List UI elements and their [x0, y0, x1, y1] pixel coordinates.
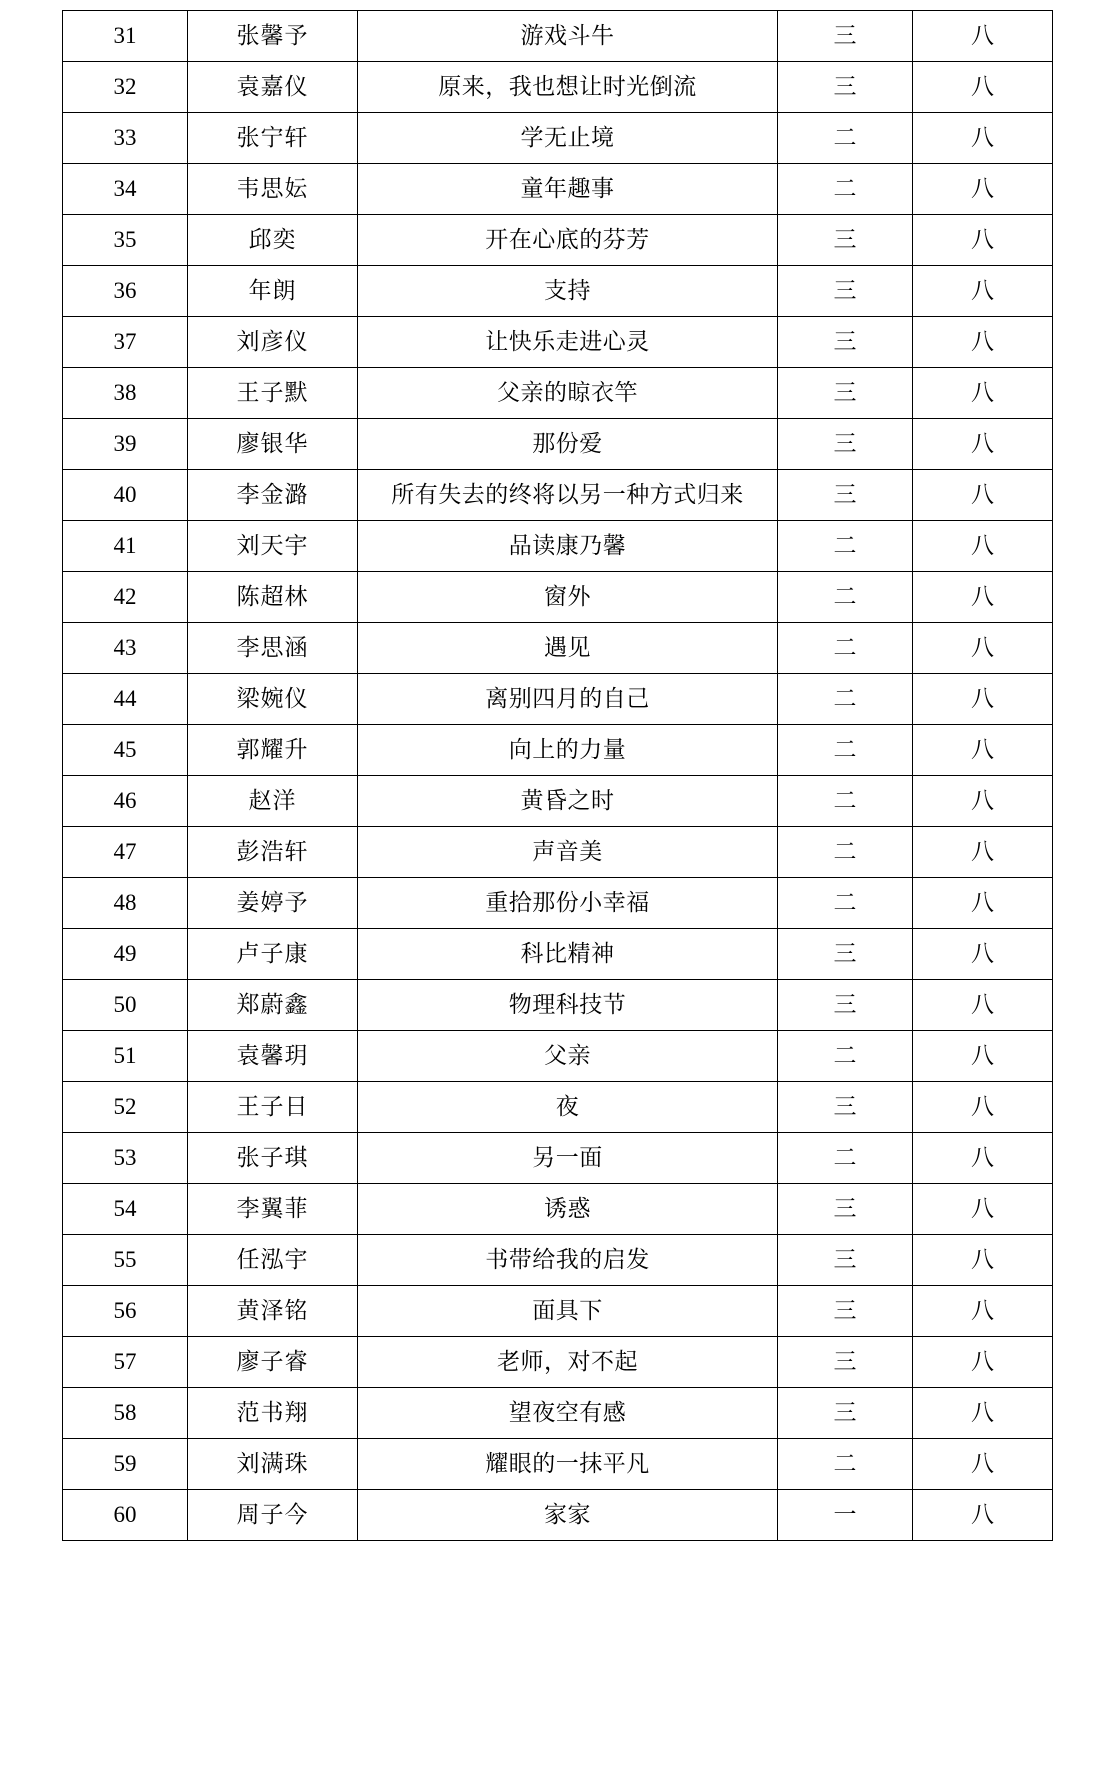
cell-index: 43	[63, 623, 188, 674]
cell-grade: 八	[913, 1490, 1053, 1541]
table-row	[63, 623, 1053, 674]
table-row	[63, 1184, 1053, 1235]
cell-title: 父亲的晾衣竿	[358, 368, 778, 419]
table-row	[63, 317, 1053, 368]
cell-grade: 八	[913, 1184, 1053, 1235]
table-row	[63, 215, 1053, 266]
cell-name: 姜婷予	[188, 878, 358, 929]
table-row	[63, 1031, 1053, 1082]
cell-grade: 八	[913, 776, 1053, 827]
cell-index: 60	[63, 1490, 188, 1541]
cell-prize: 三	[778, 1184, 913, 1235]
cell-index: 59	[63, 1439, 188, 1490]
table-row	[63, 929, 1053, 980]
cell-name: 梁婉仪	[188, 674, 358, 725]
cell-title: 开在心底的芬芳	[358, 215, 778, 266]
cell-grade: 八	[913, 368, 1053, 419]
cell-index: 56	[63, 1286, 188, 1337]
cell-prize: 二	[778, 827, 913, 878]
cell-index: 33	[63, 113, 188, 164]
cell-name: 刘满珠	[188, 1439, 358, 1490]
cell-prize: 二	[778, 878, 913, 929]
cell-prize: 一	[778, 1490, 913, 1541]
cell-title: 老师，对不起	[358, 1337, 778, 1388]
cell-index: 57	[63, 1337, 188, 1388]
table-row	[63, 1133, 1053, 1184]
cell-prize: 三	[778, 1388, 913, 1439]
cell-index: 32	[63, 62, 188, 113]
cell-grade: 八	[913, 878, 1053, 929]
cell-index: 36	[63, 266, 188, 317]
cell-grade: 八	[913, 1388, 1053, 1439]
cell-index: 34	[63, 164, 188, 215]
cell-title: 声音美	[358, 827, 778, 878]
cell-grade: 八	[913, 62, 1053, 113]
cell-title: 所有失去的终将以另一种方式归来	[358, 470, 778, 521]
cell-title: 遇见	[358, 623, 778, 674]
cell-index: 54	[63, 1184, 188, 1235]
cell-grade: 八	[913, 827, 1053, 878]
cell-title: 物理科技节	[358, 980, 778, 1031]
cell-title: 科比精神	[358, 929, 778, 980]
cell-prize: 二	[778, 674, 913, 725]
cell-name: 任泓宇	[188, 1235, 358, 1286]
cell-title: 离别四月的自己	[358, 674, 778, 725]
cell-prize: 二	[778, 164, 913, 215]
table-row	[63, 878, 1053, 929]
cell-title: 另一面	[358, 1133, 778, 1184]
table-row	[63, 1439, 1053, 1490]
table-row	[63, 62, 1053, 113]
cell-prize: 三	[778, 215, 913, 266]
cell-prize: 三	[778, 11, 913, 62]
cell-grade: 八	[913, 164, 1053, 215]
cell-index: 58	[63, 1388, 188, 1439]
cell-index: 55	[63, 1235, 188, 1286]
cell-prize: 三	[778, 1286, 913, 1337]
table-row	[63, 674, 1053, 725]
cell-name: 张子琪	[188, 1133, 358, 1184]
cell-title: 书带给我的启发	[358, 1235, 778, 1286]
cell-title: 重拾那份小幸福	[358, 878, 778, 929]
cell-name: 赵洋	[188, 776, 358, 827]
cell-title: 夜	[358, 1082, 778, 1133]
cell-title: 童年趣事	[358, 164, 778, 215]
table-row	[63, 164, 1053, 215]
cell-prize: 三	[778, 1337, 913, 1388]
cell-name: 邱奕	[188, 215, 358, 266]
table-row	[63, 368, 1053, 419]
cell-title: 支持	[358, 266, 778, 317]
cell-title: 让快乐走进心灵	[358, 317, 778, 368]
cell-prize: 三	[778, 317, 913, 368]
cell-name: 廖银华	[188, 419, 358, 470]
cell-grade: 八	[913, 725, 1053, 776]
cell-index: 53	[63, 1133, 188, 1184]
cell-grade: 八	[913, 113, 1053, 164]
cell-index: 52	[63, 1082, 188, 1133]
table-row	[63, 1235, 1053, 1286]
cell-title: 家家	[358, 1490, 778, 1541]
cell-prize: 三	[778, 1235, 913, 1286]
cell-name: 郑蔚鑫	[188, 980, 358, 1031]
cell-grade: 八	[913, 674, 1053, 725]
cell-prize: 二	[778, 521, 913, 572]
cell-prize: 二	[778, 776, 913, 827]
cell-name: 韦思妘	[188, 164, 358, 215]
cell-name: 刘彦仪	[188, 317, 358, 368]
cell-grade: 八	[913, 572, 1053, 623]
cell-prize: 二	[778, 1133, 913, 1184]
cell-grade: 八	[913, 266, 1053, 317]
cell-index: 51	[63, 1031, 188, 1082]
cell-prize: 二	[778, 1031, 913, 1082]
cell-grade: 八	[913, 1286, 1053, 1337]
cell-title: 诱惑	[358, 1184, 778, 1235]
cell-grade: 八	[913, 1439, 1053, 1490]
cell-name: 张馨予	[188, 11, 358, 62]
cell-index: 41	[63, 521, 188, 572]
table-row	[63, 419, 1053, 470]
cell-index: 39	[63, 419, 188, 470]
table-row	[63, 725, 1053, 776]
table-row	[63, 1388, 1053, 1439]
table-row	[63, 1490, 1053, 1541]
table-row	[63, 113, 1053, 164]
cell-grade: 八	[913, 1337, 1053, 1388]
cell-prize: 二	[778, 1439, 913, 1490]
table-row	[63, 572, 1053, 623]
cell-index: 42	[63, 572, 188, 623]
cell-prize: 二	[778, 623, 913, 674]
cell-grade: 八	[913, 1133, 1053, 1184]
cell-name: 袁馨玥	[188, 1031, 358, 1082]
cell-grade: 八	[913, 1031, 1053, 1082]
table-row	[63, 1337, 1053, 1388]
table-row	[63, 11, 1053, 62]
cell-name: 廖子睿	[188, 1337, 358, 1388]
cell-title: 游戏斗牛	[358, 11, 778, 62]
cell-name: 陈超林	[188, 572, 358, 623]
cell-title: 耀眼的一抹平凡	[358, 1439, 778, 1490]
cell-name: 李金潞	[188, 470, 358, 521]
cell-prize: 三	[778, 470, 913, 521]
cell-grade: 八	[913, 1235, 1053, 1286]
cell-prize: 二	[778, 725, 913, 776]
table-row	[63, 1286, 1053, 1337]
table-row	[63, 1082, 1053, 1133]
table-row	[63, 470, 1053, 521]
cell-name: 李思涵	[188, 623, 358, 674]
cell-index: 31	[63, 11, 188, 62]
cell-index: 44	[63, 674, 188, 725]
cell-index: 45	[63, 725, 188, 776]
cell-name: 范书翔	[188, 1388, 358, 1439]
cell-title: 黄昏之时	[358, 776, 778, 827]
cell-index: 49	[63, 929, 188, 980]
cell-prize: 二	[778, 113, 913, 164]
cell-index: 40	[63, 470, 188, 521]
cell-grade: 八	[913, 623, 1053, 674]
table-row	[63, 776, 1053, 827]
cell-name: 郭耀升	[188, 725, 358, 776]
award-table-body	[63, 11, 1053, 1541]
cell-title: 那份爱	[358, 419, 778, 470]
cell-index: 50	[63, 980, 188, 1031]
cell-grade: 八	[913, 215, 1053, 266]
cell-name: 年朗	[188, 266, 358, 317]
table-row	[63, 980, 1053, 1031]
award-list-table	[62, 10, 1053, 1541]
cell-name: 卢子康	[188, 929, 358, 980]
cell-name: 彭浩轩	[188, 827, 358, 878]
cell-name: 张宁轩	[188, 113, 358, 164]
cell-prize: 三	[778, 62, 913, 113]
table-row	[63, 521, 1053, 572]
cell-title: 父亲	[358, 1031, 778, 1082]
cell-prize: 三	[778, 266, 913, 317]
cell-index: 46	[63, 776, 188, 827]
cell-name: 王子默	[188, 368, 358, 419]
cell-name: 刘天宇	[188, 521, 358, 572]
cell-index: 48	[63, 878, 188, 929]
cell-name: 李翼菲	[188, 1184, 358, 1235]
cell-title: 品读康乃馨	[358, 521, 778, 572]
cell-title: 望夜空有感	[358, 1388, 778, 1439]
cell-grade: 八	[913, 929, 1053, 980]
cell-title: 学无止境	[358, 113, 778, 164]
cell-index: 37	[63, 317, 188, 368]
cell-title: 面具下	[358, 1286, 778, 1337]
cell-name: 周子今	[188, 1490, 358, 1541]
cell-prize: 三	[778, 419, 913, 470]
cell-index: 38	[63, 368, 188, 419]
cell-grade: 八	[913, 11, 1053, 62]
cell-title: 窗外	[358, 572, 778, 623]
table-row	[63, 266, 1053, 317]
cell-name: 袁嘉仪	[188, 62, 358, 113]
cell-prize: 三	[778, 929, 913, 980]
cell-name: 黄泽铭	[188, 1286, 358, 1337]
cell-grade: 八	[913, 470, 1053, 521]
cell-grade: 八	[913, 317, 1053, 368]
cell-grade: 八	[913, 419, 1053, 470]
cell-prize: 三	[778, 980, 913, 1031]
cell-prize: 三	[778, 1082, 913, 1133]
cell-prize: 二	[778, 572, 913, 623]
cell-name: 王子日	[188, 1082, 358, 1133]
table-row	[63, 827, 1053, 878]
cell-title: 向上的力量	[358, 725, 778, 776]
cell-grade: 八	[913, 980, 1053, 1031]
cell-prize: 三	[778, 368, 913, 419]
cell-index: 35	[63, 215, 188, 266]
cell-grade: 八	[913, 1082, 1053, 1133]
cell-index: 47	[63, 827, 188, 878]
cell-title: 原来，我也想让时光倒流	[358, 62, 778, 113]
cell-grade: 八	[913, 521, 1053, 572]
